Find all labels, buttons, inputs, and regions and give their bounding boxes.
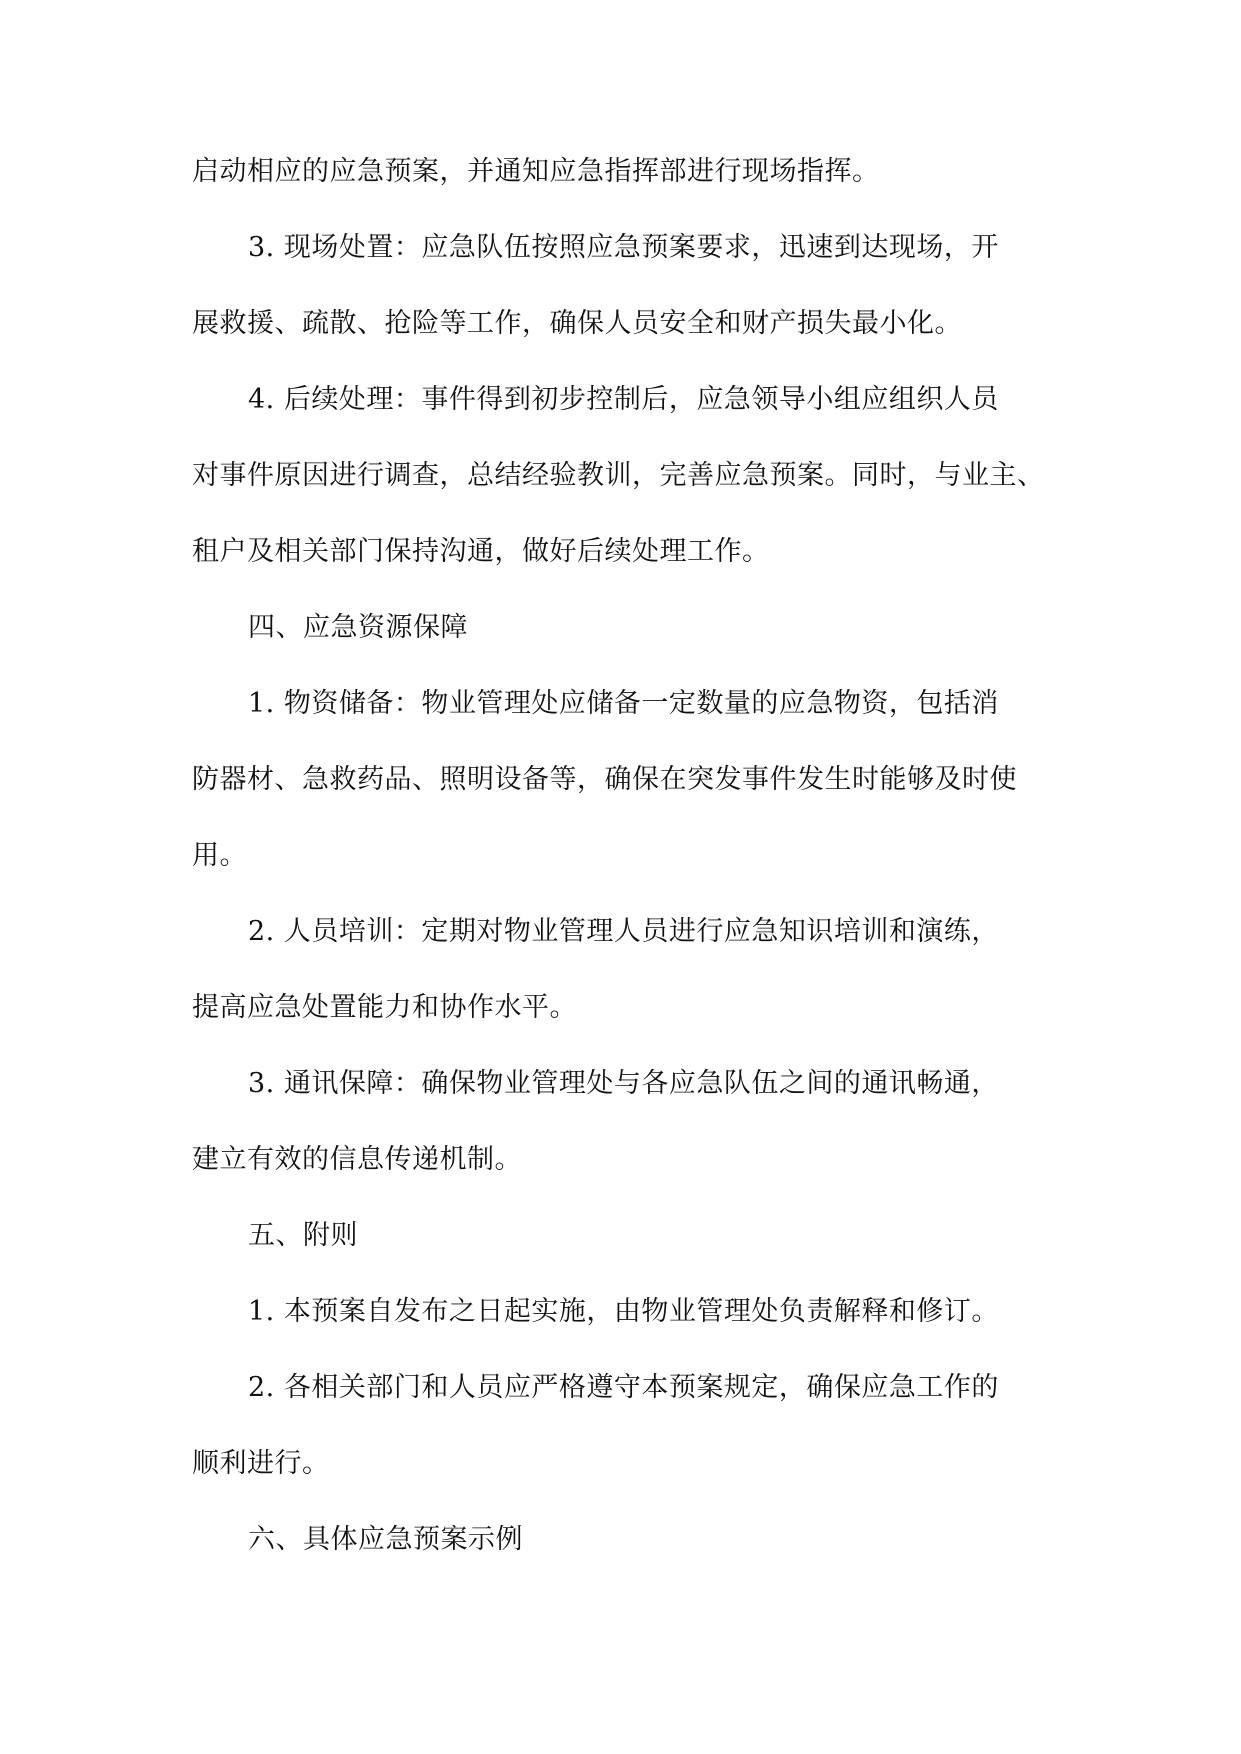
- paragraph-line: 3. 通讯保障：确保物业管理处与各应急队伍之间的通讯畅通，: [248, 1068, 999, 1099]
- paragraph-line: 2. 各相关部门和人员应严格遵守本预案规定，确保应急工作的: [248, 1372, 999, 1403]
- paragraph-line: 建立有效的信息传递机制。: [192, 1144, 522, 1175]
- section-heading: 六、具体应急预案示例: [248, 1524, 523, 1555]
- paragraph-line: 启动相应的应急预案，并通知应急指挥部进行现场指挥。: [192, 156, 880, 187]
- paragraph-line: 1. 物资储备：物业管理处应储备一定数量的应急物资，包括消: [248, 688, 999, 719]
- section-heading: 五、附则: [248, 1220, 358, 1251]
- paragraph-line: 防器材、急救药品、照明设备等，确保在突发事件发生时能够及时使: [192, 764, 1017, 795]
- paragraph-line: 展救援、疏散、抢险等工作，确保人员安全和财产损失最小化。: [192, 308, 962, 339]
- paragraph-line: 3. 现场处置：应急队伍按照应急预案要求，迅速到达现场，开: [248, 232, 999, 263]
- paragraph-line: 4. 后续处理：事件得到初步控制后，应急领导小组应组织人员: [248, 384, 999, 415]
- paragraph-line: 对事件原因进行调查，总结经验教训，完善应急预案。同时，与业主、: [192, 460, 1045, 491]
- paragraph-line: 租户及相关部门保持沟通，做好后续处理工作。: [192, 536, 770, 567]
- paragraph-line: 1. 本预案自发布之日起实施，由物业管理处负责解释和修订。: [248, 1296, 999, 1327]
- paragraph-line: 2. 人员培训：定期对物业管理人员进行应急知识培训和演练，: [248, 916, 999, 947]
- paragraph-line: 提高应急处置能力和协作水平。: [192, 992, 577, 1023]
- paragraph-line: 用。: [192, 840, 247, 871]
- paragraph-line: 顺利进行。: [192, 1448, 330, 1479]
- section-heading: 四、应急资源保障: [248, 612, 468, 643]
